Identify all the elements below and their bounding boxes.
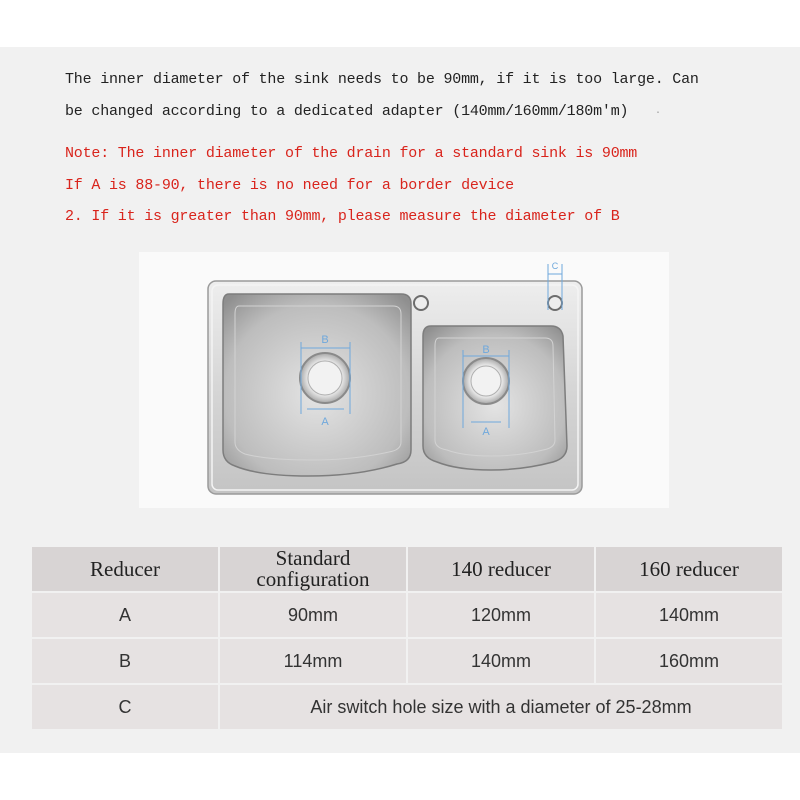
- row-b-140: 140mm: [408, 639, 594, 683]
- note-line-1: Note: The inner diameter of the drain for a standard sink is 90mm: [65, 145, 638, 162]
- row-a-140: 120mm: [408, 593, 594, 637]
- row-a-standard: 90mm: [220, 593, 406, 637]
- air-switch-hole: [548, 296, 562, 310]
- label-c: C: [551, 261, 559, 271]
- row-b-160: 160mm: [596, 639, 782, 683]
- header-standard: [220, 547, 406, 591]
- row-c-label: C: [32, 685, 218, 729]
- row-a-label: A: [32, 593, 218, 637]
- right-label-a: A: [482, 426, 490, 438]
- table-row: [32, 593, 782, 637]
- row-a-160: 140mm: [596, 593, 782, 637]
- table-row: [32, 685, 782, 729]
- header-standard-line1: Standard: [275, 546, 351, 570]
- row-c-note: Air switch hole size with a diameter of 25-28mm: [220, 685, 782, 729]
- note-line-3: 2. If it is greater than 90mm, please measure the diameter of B: [65, 208, 620, 225]
- sink-diagram: [139, 252, 669, 508]
- header-140: 140 reducer: [408, 547, 594, 591]
- sink-illustration: [139, 252, 669, 508]
- note-line-2: If A is 88-90, there is no need for a border device: [65, 177, 514, 194]
- intro-line-2: be changed according to a dedicated adapter (140mm/160mm/180m'm): [65, 103, 629, 120]
- header-reducer: Reducer: [32, 547, 218, 591]
- row-b-standard: 114mm: [220, 639, 406, 683]
- reducer-spec-table: [30, 545, 784, 731]
- row-b-label: B: [32, 639, 218, 683]
- tap-hole-left: [414, 296, 428, 310]
- table-header-row: [32, 547, 782, 591]
- intro-line-1: The inner diameter of the sink needs to be 90mm, if it is too large. Can: [65, 71, 699, 88]
- table-row: [32, 639, 782, 683]
- right-label-b: B: [482, 344, 490, 356]
- intro-stray-mark: .: [655, 106, 662, 117]
- left-label-a: A: [321, 416, 329, 428]
- left-label-b: B: [321, 334, 329, 346]
- header-160: 160 reducer: [596, 547, 782, 591]
- header-standard-line2: configuration: [256, 567, 370, 591]
